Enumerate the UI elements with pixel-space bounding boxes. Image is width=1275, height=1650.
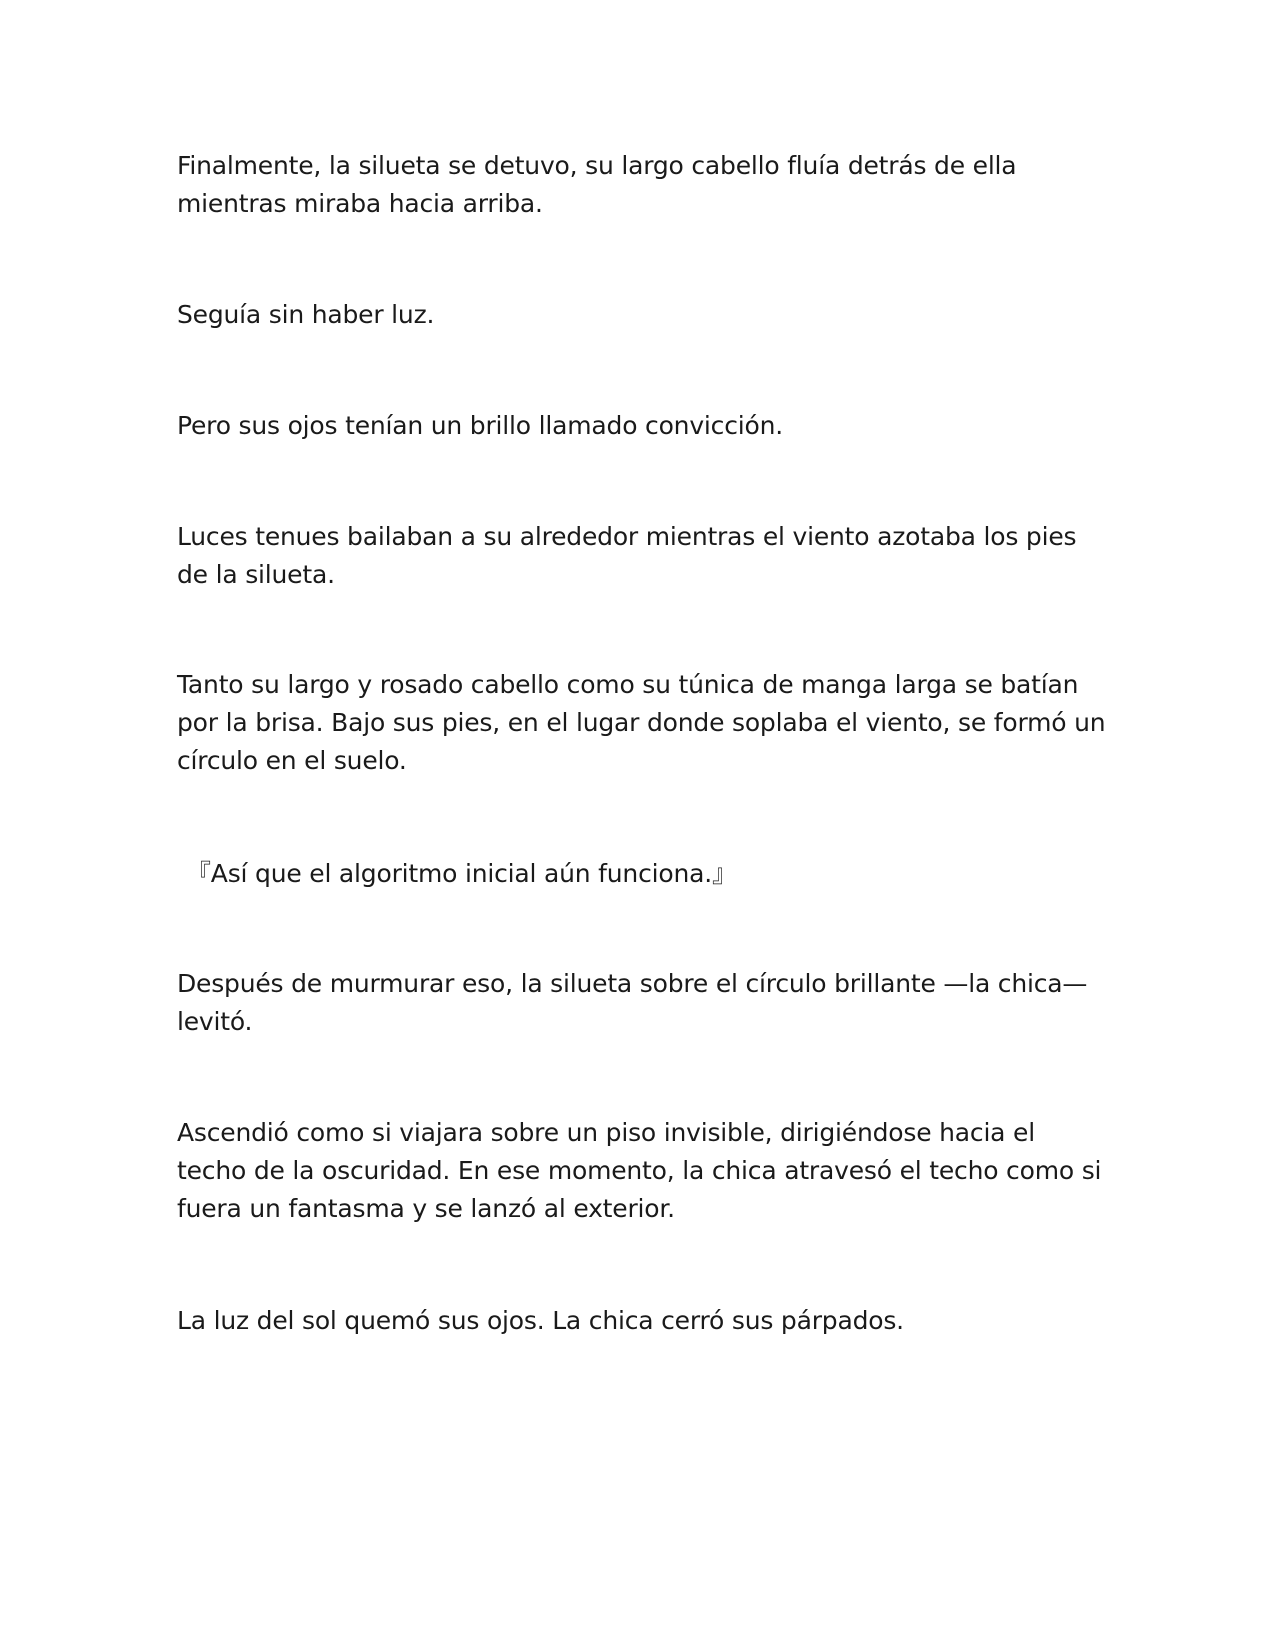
paragraph: Ascendió como si viajara sobre un piso invisible, dirigiéndose hacia el techo de la oscuridad. En ese momento, la chica atravesó el techo como si fuera un fantasma y se lanzó al exterior.: [177, 1118, 1110, 1223]
paragraph: Tanto su largo y rosado cabello como su túnica de manga larga se batían por la brisa. Bajo sus pies, en el lugar donde soplaba el viento, se formó un círculo en el suelo.: [177, 670, 1114, 775]
paragraph: Pero sus ojos tenían un brillo llamado convicción.: [177, 411, 783, 440]
dialogue-line: 『Así que el algoritmo inicial aún funciona.』: [186, 859, 737, 888]
paragraph: Seguía sin haber luz.: [177, 300, 435, 329]
paragraph: Luces tenues bailaban a su alrededor mientras el viento azotaba los pies de la silueta.: [177, 522, 1085, 589]
paragraph: Finalmente, la silueta se detuvo, su largo cabello fluía detrás de ella mientras miraba hacia arriba.: [177, 151, 1025, 218]
paragraph: La luz del sol quemó sus ojos. La chica cerró sus párpados.: [177, 1306, 904, 1335]
paragraph: Después de murmurar eso, la silueta sobre el círculo brillante —la chica—levitó.: [177, 969, 1088, 1036]
